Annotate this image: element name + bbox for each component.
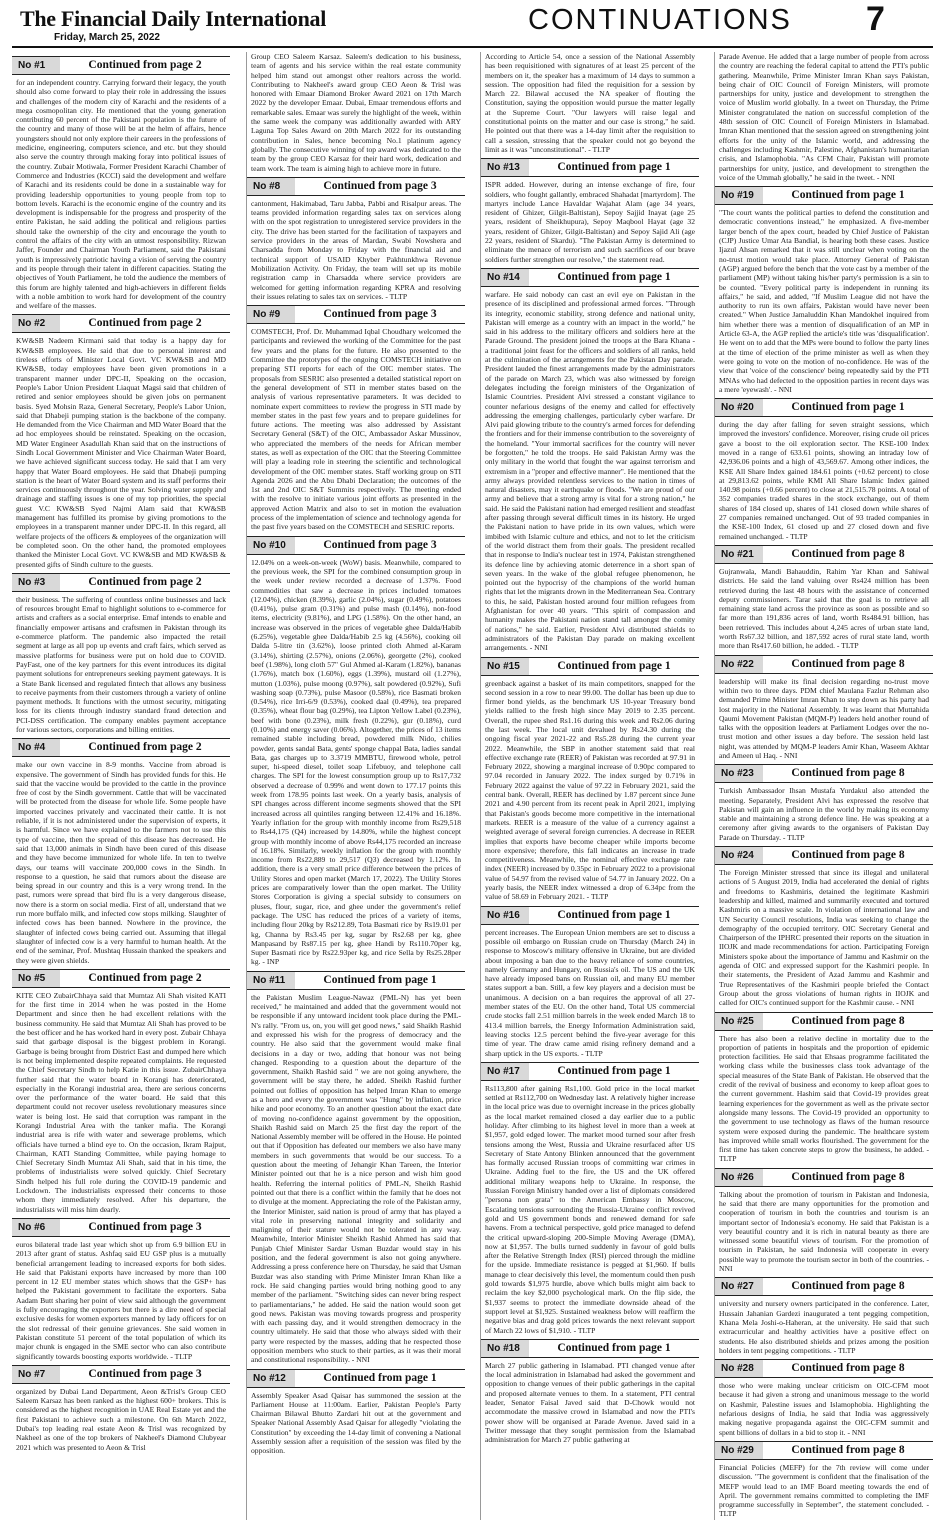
article-header: [12, 1365, 230, 1384]
continued-from-label: Continued from page 8: [791, 1014, 905, 1027]
article-body: Group CEO Saleem Karsaz. Saleem's dedication to his business, team of agents and his service within the real estate community helped him stand out amongst other realtors across the world. Contributing to Nakheel's award group CEO Aeon & Trisl was honored with Emaar Diamond Broker Award 2021 on 17th March 2022 by the developer Emaar. Dubai, Emaar tremendous efforts and remarkable sales. Emaar was surely the highlight of the week, within the same week the company was additionally awarded with ARY Laguna Top Sales Award on 20th March 2022 for its outstanding contribution in Sales, hence becoming No.1 platinum agency globally. The consecutive winning of top award was dedicated to the team by the group CEO Karsaz for their hard work, dedication and team work. The team is aiming high to achieve more in future.: [251, 52, 461, 173]
continued-from-label: Continued from page 3: [323, 179, 437, 192]
continued-from-label: Continued from page 1: [557, 270, 671, 283]
article-header: [715, 398, 933, 417]
continuation-article: [12, 738, 230, 965]
article-number: No #3: [12, 574, 60, 591]
article-number: No #25: [715, 1013, 763, 1030]
continued-from-label: Continued from page 8: [791, 767, 905, 780]
continued-from-label: Continued from page 1: [557, 1341, 671, 1354]
article-body: university and nursery owners participated in the conference. Later, Hussain Jahanian Gardezi inaugurated a tent pegging competition, Khana Mela Joshi-o-Haheran, at the university. He said that such extracurricular and healthy activities have a positive effect on students. He also distributed shields and prizes among the position holders in tent pegging competitions. - TLTP: [719, 1299, 929, 1355]
article-body: their business. The suffering of countless online businesses and lack of resources brought Emaf to highlight solutions to e-commerce for artists and crafters as a social enterprise. Emaf intends to enable and financially empower artisans and craftsmen in Pakistan through its e-commerce platform. The pandemic also impacted the retail segment at large as all pop up events and craft fairs, which served as massive platforms for business were put on hold due to COVID. PayFast, one of the key partners for this event introduces its digital payment solutions for entrepreneurs seeking payment gateways. It is a State Bank licensed and regulated fintech that allows any business to receive payments from their customers through a variety of online payment methods. It functions with the utmost security, mitigating loss for its clients through industry standard fraud detection and PCI-DSS certification. The company enables payment acceptance for various sectors, corporations and billing entities.: [16, 594, 226, 734]
continuation-article: [247, 52, 465, 173]
continuation-article: [247, 305, 465, 532]
article-body: "The court wants the political parties to defend the constitution and democratic conventions instead," he emphasized. A five-member larger bench of the apex court, headed by Chief Justice of Pakistan (CJP) Justice Umar Ata Bandial, is hearing both these cases. Justice Ijazul Ahsan remarked that it was still unclear when voting on the no-trust motion would take place. Attorney General of Pakistan (AGP) argued before the bench that the vote cast by a member of the parliament (MP) without taking his/her party's permission is a sin to be counted. "Every political party is independent in running its affairs," he said, and added, "If Muslim League did not have the authority to run its own affairs, Pakistan would have never been created." When Justice Jamaluddin Khan Mandokhel inquired from him whether there was a mention of disqualification of an MP in Article 63-A, the AGP replied the article's title was 'disqualification'. He went on to add that the MPs were bound to follow the party lines at the time of election of the prime minister as well as when they were going to vote on the motion of no-confidence. He was of the view that 'voice of the conscience' being repeatedly said by the PTI MNAs who had defected to the opposition parties in recent days was a mere 'eyewash'. - NNI: [719, 208, 929, 394]
article-body: Parade Avenue. He added that a large number of people from across the country are reaching the federal capital to attend the PTI's public gathering. Meanwhile, Prime Minister Imran Khan says Pakistan, being chair of OIC Council of Foreign Ministers, will promote partnerships for unity, justice and development to strengthen the voice of Muslim world globally. In a tweet on Thursday, the Prime Minister congratulated the nation on successful completion of the 48th session of OIC Council of Foreign Ministers in Islamabad. Imran Khan mentioned that the session agreed on strengthening joint efforts for the unity of the Islamic world, and addressing the challenges including Kashmir, Palestine, Afghanistan's humanitarian crisis, and Islamophobia. "As CFM Chair, Pakistan will promote partnerships for unity, justice, and development to strengthen the voice of the Ummah globally," he said in the tweet. - NNI: [719, 52, 929, 182]
continuation-article: [481, 52, 699, 154]
continuation-article: [481, 268, 699, 653]
continuation-article: [715, 655, 933, 761]
article-header: [481, 158, 699, 177]
article-body: organized by Dubai Land Department, Aeon &Trisl's Group CEO Saleem Karsaz has been ranked as the highest 600+ brokers. This is considered as the highest recognition in UAE Real Estate yet and the first Pakistani to achieve such a milestone. On 6th March 2022, Dubai's top leading real estate Aeon & Trisl was recognized by Nakheel as one of the top brokers of Nakheel's Diamond Clubyear 2021 which was presented to Aeon & Trisl: [16, 1386, 226, 1452]
article-header: [12, 738, 230, 757]
article-number: No #17: [481, 1063, 529, 1080]
article-number: No #26: [715, 1169, 763, 1186]
continued-from-label: Continued from page 8: [791, 1170, 905, 1183]
continuation-article: [715, 1012, 933, 1164]
article-header: [247, 536, 465, 555]
article-header: [12, 1218, 230, 1237]
article-body: greenback against a basket of its main competitors, snapped for the second session in a row to near 99.00. The dollar has been up due to firmer bond yields, as the benchmark US 10-year Treasury bond yields rallied to the fresh high since May 2019 to 2.35 percent. Overall, the rupee shed Rs1.16 during this week and Rs2.06 during the last week. The local unit devalued by Rs24.30 during the ongoing fiscal year 2021-22 and Rs5.28 during the current year 2022. Meanwhile, the SBP in another statement said that real effective exchange rate (REER) of Pakistan was recorded at 97.91 in February 2022, showing a marginal increase of 0.90pc compared to 97.04 recorded in January 2022. The index surged by 0.71% in February 2022 against the value of 97.22 in February 2021, said the central bank. Overall, REER has declined by 1.87 percent since June 2021 and 4.90 percent from its recent peak in April 2021, implying that Pakistan's goods become more competitive in the international markets. REER is a measure of the value of a currency against a weighted average of several foreign currencies. A decrease in REER implies that exports have become cheaper while imports become more expensive; therefore, this fall indicates an increase in trade competitiveness. Meanwhile, the nominal effective exchange rate index (NEER) increased by 0.35pc in February 2022 to a provisional value of 54.97 from the revised value of 54.77 in January 2022. On a yearly basis, the NEER index witnessed a drop of 6.34pc from the value of 58.69 in February 2021. - TLTP: [485, 678, 695, 902]
continuation-article: [715, 186, 933, 394]
article-header: [247, 305, 465, 324]
article-header: [481, 906, 699, 925]
column-1: [12, 52, 230, 1520]
continued-from-label: Continued from page 1: [323, 973, 437, 986]
article-number: No #18: [481, 1340, 529, 1357]
column-4: [714, 52, 933, 1520]
article-number: No #13: [481, 159, 529, 176]
article-header: [481, 657, 699, 676]
article-header: [715, 1441, 933, 1460]
continued-from-label: Continued from page 8: [791, 849, 905, 862]
continuation-article: [12, 314, 230, 568]
continued-from-label: Continued from page 2: [88, 741, 202, 754]
article-body: cantonment, Hakimabad, Taru Jabba, Pabbi and Risalpur areas. The teams provided information regarding sales tax on services along with on the spot registration to unregistered service providers in the city. The drive has been started for the facilitation of taxpayers and service providers in the areas of Mardan, Swabi Nowshera and Charsadda from Monday to Friday with the financial aid and technical support of USAID Khyber Pakhtunkhwa Revenue Mobilization Activity. On Friday, the team will set up its mobile registration camp in Charsadda where service providers are welcomed for getting information regarding KPRA and resolving their issues relating to sales tax on services. - TLTP: [251, 198, 461, 301]
article-number: No #20: [715, 399, 763, 416]
article-body: make our own vaccine in 8-9 months. Vaccine from abroad is expensive. The government of Sindh has provided funds for this. He said that the vaccine would be provided to the cattle in the province free of cost by the Sindh government. Cattle that will be vaccinated will be protected from the disease for whole life. Some people have imported vaccines privately and vaccinated their cattle. It is not reliable, if it is not administered under the supervision of experts, it is harmful. Since we have explained to the farmers not to use this type of vaccine, then the spread of this disease has decreased. He said that 13,000 animals in Sindh have been cured of this disease and they have become immunized for whole life. In ten to twelve days, our teams will vaccinate 200,000 cows in the Sindh. In response to a question, he said that rumors about the disease are being spread in our country and this is a very wrong trend. In the past, rumors were spread that bird flu is a very dangerous disease, now there is a storm on social media. First of all, understand that we run more buffalo milk, and infected cow stops milking. Slaughter of infected cows has been banned. Nowhere in the province, the slaughter of infected cows being carried out. Assuming that illegal slaughter of infected cow is a very harmful to human health. At the end of the seminar, Prof. Mushtaq Hussain thanked the speakers and they were given shields.: [16, 760, 226, 965]
article-number: No #14: [481, 269, 529, 286]
article-header: [715, 1359, 933, 1378]
continuation-article: [247, 177, 465, 301]
article-header: [715, 846, 933, 865]
article-body: warfare. He said nobody can cast an evil eye on Pakistan in the presence of its disciplined and professional armed forces. "Through its integrity, economic stability, strong defence and national unity, Pakistan will emerge as a country with an impact in the world," he said in his address to the military officers and soldiers here at the Parade Ground. The president joined the troops at the Bara Khana - a traditional joint feast for the officers and soldiers of all ranks, held at the culmination of the arrangements for the Pakistan Day parade. President lauded the finest arrangements made by the administrators of the parade on March 23, which was also witnessed by foreign delegates including the foreign ministers of the Organization of Islamic Countries. President Alvi stressed a constant vigilance to counter nefarious designs of the enemy and called for effectively addressing the emerging challenges, particularly cyber warfare. Dr Alvi paid glowing tribute to the country's armed forces for defending the frontiers and for their immense contribution to the sovereignty of the homeland. "Your immortal sacrifices for the country will never be forgotten," he told the troops. He said Pakistan Army was the only military in the world that fought the war against terrorism and extremism in a "proper and effective manner". He mentioned that the army always provided relentless services to the nation in times of natural disasters, may it earthquake or floods. "We are proud of our army and believe that a strong army is vital for a strong nation," he said. He said the Pakistani nation had emerged resilient and steadfast after passing through several difficult times in its history. He urged the Pakistani nation to have pride in its own values, which were imbibed with Islamic culture and ethics, and not to let the criticism of the world distract them from their goals. The president recalled that in response to India's nuclear test in 1974, Pakistan strengthened its defence line by achieving atomic deterrence in a short span of seven years. In the wake of the global refugee phenomenon, he pointed out the hypocrisy of the champions of the world human rights that let the migrants drown in the Mediterranean Sea. Contrary to this, he said, Pakistan hosted around four million refugees from Afghanistan for over 40 years. "This spirit of compassion and humanity makes the Pakistani nation stand tall amongst the comity of nations," he said. Earlier, President Alvi distributed shields to administrators of the Pakistan Day parade on making excellent arrangements. - NNI: [485, 289, 695, 653]
issue-date: Friday, March 25, 2022: [54, 32, 160, 43]
continuation-article: [12, 56, 230, 310]
continued-from-label: Continued from page 3: [88, 1220, 202, 1233]
article-body: The Foreign Minister stressed that since its illegal and unilateral actions of 5 August 2019, India had accelerated the denial of rights and freedoms to Kashmiris, detained the legitimate Kashmiri leadership and killed, maimed and summarily executed and tortured Kashmiris on a massive scale. In violation of international law and UN Security Council resolutions, India was seeking to change the demography of the occupied territory. OIC Secretary General and Chairperson of the IPHRC presented their reports on the situation in IIOJK and made recommendations for action. Participating Foreign Ministers spoke about the importance of Jammu and Kashmir on the agenda of OIC and expressed support for the Kashmiri people. In their statements, the President of Azad Jammu and Kashmir and True Representatives of the Kashmiri people briefed the Contact Group about the gross violations of human rights in IIOJK and called for OIC's continued support for the Kashmir cause. - NNI: [719, 868, 929, 1008]
article-number: No #12: [247, 1370, 295, 1387]
continued-from-label: Continued from page 1: [557, 908, 671, 921]
article-body: Gujranwala, Mandi Bahauddin, Rahim Yar Khan and Sahiwal districts. He said the land valuing over Rs424 million has been retrieved during the last 48 hours with the assistance of concerned deputy commissioners. Tarar said that the goal is to retrieve all remaining state land across the province as soon as possible and so far more than 191,836 acres of land, worth Rs484.91 billion, has been retrieved. This includes about 4,245 acres of urban state land, worth Rs67.32 billion, and 187,592 acres of rural state land, worth more than Rs417.60 billion, he added. - TLTP: [719, 566, 929, 651]
article-number: No #7: [12, 1366, 60, 1383]
continued-from-label: Continued from page 8: [791, 1443, 905, 1456]
article-header: [12, 56, 230, 75]
article-header: [12, 969, 230, 988]
article-body: those who were making unclear criticism on OIC-CFM moot because it had given a strong and unanimous message to the world on Kashmir, Palestine issues and Islamophobia. Highlighting the nefarious designs of India, he said that India was aggressively making negative propaganda against the OIC-CFM summit and spent billions of dollars in a bid to stop it. - NNI: [719, 1381, 929, 1437]
article-number: No #15: [481, 658, 529, 675]
article-number: No #19: [715, 187, 763, 204]
article-number: No #9: [247, 306, 295, 323]
continuation-article: [481, 1062, 699, 1335]
column-3: [480, 52, 699, 1520]
continuation-article: [481, 1339, 699, 1445]
article-header: [715, 764, 933, 783]
article-body: ISPR added. However, during an intense exchange of fire, four soldiers, who fought gallantly, embraced Shahadat [martyrdom]. The martyrs include Lance Havaldar Wajahat Alam (age 34 years, resident of Ghizer, Gilgit-Baltistan), Sepoy Sajjid Inayat (age 25 years, resident of Sheikhupura), Sepoy Maqbool Hayat (age 32 years, resident of Ghizer, Gilgit-Baltistan) and Sepoy Sajid Ali (age 22 years, resident of Skardu). "The Pakistan Army is determined to eliminate the menace of terrorism and such sacrifices of our brave soldiers further strengthen our resolve," the statement read.: [485, 180, 695, 264]
article-body: euros bilateral trade last year which shot up from 6.9 billion EU in 2013 after grant of status. Ashfaq said EU GSP plus is a mutually beneficial arrangement leading to increased exports for both sides. He said that Pakistani exports have increased by more than 100 percent in 12 EU member states which shows that the GSP+ has helped the Pakistani government to facilitate the exporters. Saba Aadam Butt sharing her point of view said although the government is fully encouraging the exporters but there is a dire need of special exclusive desks for women exporters manned by lady officers for on the slot redressal of their genuine grievances. She said women in Pakistan constitute 51 percent of the total population of which its major chunk is engaged in the SME sector who can also contribute significantly towards boosting exports worldwide. - TLTP: [16, 1239, 226, 1361]
article-body: 12.04% on a week-on-week (WoW) basis. Meanwhile, compared to the previous week, the SPI for the combined consumption group in the week under review recorded a decrease of 1.37%. Food commodities that saw a decrease in prices included tomatoes (12.04%), chicken (8.39%), garlic (2.04%), sugar (0.49%), potatoes (0.41%), pulse gram (0.31%) and pulse mash (0.14%), non-food items, electricity (9.81%), and LPG (1.58%). On the other hand, an increase was observed in the prices of vegetable ghee Dalda/Habib (6.25%), vegetable ghee Dalda/Habib 2.5 kg (4.56%), cooking oil Dalda 5-litre tin (3.62%), loose printed cloth Ahmed al-Karam (3.14%), shirting (2.57%), onions (2.06%), georgette (2%), cooked beef (1.98%), long cloth 57" Gul Ahmed al-Karam (1.82%), bananas (1.76%), match box (1.60%), eggs (1.39%), mustard oil (1.27%), mutton (1.03%), pulse moong (0.97%), salt powdered (0.92%), Sufi washing soap (0.73%), pulse Masoor (0.58%), rice Basmati broken (0.54%), rice Irri-6/9 (0.53%), cooked daal (0.49%), tea prepared (0.35%), wheat flour bag (0.29%), tea Lipton Yellow Label (0.23%), beef with bone (0.23%), milk fresh (0.22%), gur (0.18%), curd (0.10%) and energy saver (0.06%). Altogether, the prices of 13 items remained stable including bread, powdered milk Nido, chilies powder, gents sandal Bata, gents' sponge chappal Bata, ladies sandal Bata, gas charges up to 3.3719 MMBTU, firewood whole, petrol super, hi-speed diesel, toilet soap Lifebuoy, and telephone call charges. The SPI for the lowest consumption group up to Rs17,732 observed a decrease of 0.99% and went down to 177.17 points this week from 178.95 points last week. On a yearly basis, analysis of SPI changes across different income segments showed that the SPI increased across all quintiles ranging between 12.41% and 16.18%. Yearly inflation for the group with monthly income from Rs29,518 to Rs44,175 (Q4) increased by 14.80%, while the highest concept group with monthly income of above Rs44,175 recorded an increase of 16.18%. Similarly, weekly inflation for the group with monthly income from Rs22,889 to 29,517 (Q3) decreased by 1.12%. In addition, there is a very small price difference between the prices of Utility Stores and open market (March 17, 2022). The Utility Stores prices are comparatively lower than the open market. The Utility Stores Corporation is giving a special subsidy to consumers on pluses, flour, sugar, rice, and ghee under the government's relief package. The USC has reduced the prices of a variety of items, including flour 20kg by Rs212.89, Tota Basmati rice by Rs19.01 per kg, Channa by Rs3.45 per kg, sugar by Rs2.68 per kg, ghee Manpasand by Rs87.15 per kg, ghee Handi by Rs110.70per kg, Super Basmati rice by Rs22.93per kg, and rice Sella by Rs25.28per kg. - INP: [251, 557, 461, 967]
continuation-article: [12, 573, 230, 734]
continued-from-label: Continued from page 1: [323, 1371, 437, 1384]
continued-from-label: Continued from page 8: [791, 547, 905, 560]
article-number: No #28: [715, 1360, 763, 1377]
article-number: No #8: [247, 178, 295, 195]
article-body: Financial Policies (MEFP) for the 7th review will come under discussion. "The government is confident that the finalisation of the MEFP would lead to an IMF Board meeting towards the end of April. The government remains committed to completing the IMF programme successfully in September", the statement concluded. - TLTP: [719, 1462, 929, 1519]
article-number: No #11: [247, 972, 295, 989]
continuation-article: [247, 971, 465, 1365]
article-number: No #21: [715, 546, 763, 563]
continued-from-label: Continued from page 2: [88, 59, 202, 71]
article-body: Assembly Speaker Asad Qaisar has summoned the session at the Parliament House at 11:00am. Earlier, Pakistan People's Party Chairman Bilawal Bhutto Zardari hit out at the government and Speaker National Assembly Asad Qaisar for allegedly "violating the Constitution" by exceeding the 14-day limit of convening a National Assembly session after a requisition of the session was filed by the opposition.: [251, 1390, 461, 1456]
continued-from-label: Continued from page 3: [323, 308, 437, 321]
article-body: percent increases. The European Union members are set to discuss a possible oil embargo on Russian crude on Thursday (March 24) in response to Moscow's military offensive in Ukraine, but are divided about imposing a ban due to the heavy reliance of some countries, namely Germany and Hungary, on Russia's oil. The US and the UK have already imposed bans on Russian oil, and many EU member states support a ban. Still, a few key players and a decision must be unanimous. A decision on a ban requires the approval of all 27-member states of the EU. On the other hand, Total US commercial crude stocks fall 2.51 million barrels in the week ended March 18 to 413.4 million barrels, the Energy Information Administration said, leaving stocks 12.5 percent behind the five-year average for this time of year. The draw came amid rising refinery demand and a sharp uptick in the US exports. - TLTP: [485, 927, 695, 1058]
newspaper-name: The Financial Daily International: [20, 6, 327, 31]
column-2: [246, 52, 465, 1520]
article-number: No #1: [12, 57, 60, 74]
masthead-rule: [12, 46, 933, 48]
continued-from-label: Continued from page 1: [791, 189, 905, 202]
article-header: [247, 177, 465, 196]
article-header: [715, 545, 933, 564]
article-body: March 27 public gathering in Islamabad. PTI changed venue after the local administration in Islamabad had asked the government and opposition to change venues of their public gatherings in the capital and proposed alternate venues to them. In a statement, PTI central leader, Senator Faisal Javed said that D-Chowk would not accommodate the massive crowd in Islamabad and now the PTI's power show will be organised at Parade Avenue. Javed said in a Twitter message that they sought permission from the Islamabad administration for March 27 public gathering at: [485, 1360, 695, 1445]
continuation-article: [715, 1359, 933, 1437]
continued-from-label: Continued from page 1: [557, 1064, 671, 1077]
continued-from-label: Continued from page 8: [791, 1280, 905, 1293]
continuation-article: [715, 545, 933, 651]
article-number: No #23: [715, 765, 763, 782]
article-body: There has also been a relative decline in mortality due to the proportion of patients in hospitals and the proportion of epidemic protection facilities. He said that Ehsaas programme facilitated the working class while the businesses class took advantage of the special measures of the State Bank of Pakistan. He observed that the credit of the revival of business and economy to keep afloat goes to the current government. Hashim said that Covid-19 provides great learning experiences for the government as well as the private sector alongside many lessons. The Covid-19 provided an opportunity to the government to use technology as flaws of the human resource system were exposed during the pandemic. The healthcare system has improved while small works flourished. The government for the first time has taken concrete steps to grow the business, he added. - TLTP: [719, 1033, 929, 1164]
continued-from-label: Continued from page 1: [557, 659, 671, 672]
article-header: [12, 573, 230, 592]
article-number: No #10: [247, 537, 295, 554]
continued-from-label: Continued from page 1: [791, 401, 905, 414]
continued-from-label: Continued from page 2: [88, 317, 202, 330]
article-header: [715, 186, 933, 205]
continuation-article: [715, 764, 933, 842]
article-header: [481, 1339, 699, 1358]
continuation-article: [247, 1369, 465, 1456]
masthead: [0, 0, 945, 48]
article-body: KW&SB Nadeem Kirmani said that today is a happy day for KW&SB employees. He said that due to personal interest and tireless efforts of Minister Local Govt. VC KW&SB and MD KW&SB, today employees have been given promotions in a transparent manner under DPC-II, Speaking on the occasion, People's Labor Union President Liaquat Magsi said that children of retired and senior employees should be given jobs on permanent basis. Syed Mohsin Raza, General Secretary, People's Labor Union, said that Dhabeji pumping station is the backbone of the company. He demanded from the Vice Chairman and MD Water Board that the ad hoc employees should be reinstated. Speaking on the occasion, MD Water Engineer Asadullah Khan said that on the instructions of Sindh Local Government Minister and Vice Chairman Water Board, we have achieved significant success today. He said that I am very happy that Water Board employees. He said that Dhabeji pumping station is the heart of Water Board system and its staff performs their services continuously throughout the year. Solving water supply and drainage and staffing issues is one of my top priorities, the special guest V.C KW&SB Syed Najmi Alam said that KW&SB management has fulfilled its promise by giving promotions to the employees in a transparent manner under DPC-II. In this regard, all welfare projects of the officers & employees of the organization will be completed soon. On the other hand, the promoted employees thanked the Minister Local Govt. VC KW&SB and MD KW&SB & presented gifts of Sindh culture to the guests.: [16, 336, 226, 569]
article-number: No #24: [715, 847, 763, 864]
article-number: No #29: [715, 1442, 763, 1459]
continuation-article: [715, 846, 933, 1007]
article-header: [715, 655, 933, 674]
continuation-article: [481, 158, 699, 264]
article-body: Rs113,800 after gaining Rs1,100. Gold price in the local market settled at Rs112,700 on Wednesday last. A relatively higher increase in the local price was due to overnight increase in the prices globally as the local market remained closed a day earlier due to a public holiday. After climbing to its highest level in more than a week at $1,957, gold edged lower. The market mood turned sour after fresh tensions among the West, Russia and Ukraine resurfaced after US Secretary of State Antony Blinken announced that the government has formally accused Russian troops of committing war crimes in Ukraine. Adding fuel to the fire, the US and the UK offered additional military weapons help to Ukraine. In response, the Russian Foreign Ministry handed over a list of diplomats considered "persona non grata" to the American Embassy in Moscow, Escalating tensions surrounding the Russia-Ukraine conflict revived gold and US government bonds and renewed demand for safe havens. From a technical perspective, gold price managed to defend the critical upward-sloping 200-Simple Moving Average (DMA), now at $1,957. The bulls turned suddenly in favour of gold bulls after the Relative Strength Index (RSI) pierced through the midline for the upside. Immediate resistance is pegged at $1,960. If bulls manage to clear decisively this level, the momentum could then push gold towards $1,975 hurdle, above which bulls might aim back to reclaim the key $2,000 psychological mark. On the flip side, the $1,937 seems to protect the immediate downside ahead of the support level at $1,925. Sustained weakness below will reaffirm the negative bias and drag gold prices towards the next relevant support of March 22 lows of $1,910. - TLTP: [485, 1083, 695, 1335]
continuation-article: [715, 1168, 933, 1274]
continued-from-label: Continued from page 1: [557, 161, 671, 174]
article-body: leadership will make its final decision regarding no-trust move within two to three days. PDM chief Maulana Fazlur Rehman also demanded Prime Minister Imran Khan to step down as his party had lost majority in the National Assembly. It was learnt that Muttahida Qaumi Movement Pakistan (MQM-P) leaders held another round of talks with the opposition leaders at Parliament Lodges over the no-trust motion and other issues a day before. The session held last night, was attended by MQM-P leaders Amir Khan, Waseem Akhtar and Ameen ul Haq. - NNI: [719, 676, 929, 760]
continuation-article: [715, 52, 933, 182]
article-number: No #16: [481, 907, 529, 924]
continued-from-label: Continued from page 3: [88, 1367, 202, 1380]
continued-from-label: Continued from page 8: [791, 1362, 905, 1375]
article-number: No #4: [12, 739, 60, 756]
article-body: COMSTECH, Prof. Dr. Muhammad Iqbal Choudhary welcomed the participants and reviewed the working of the Committee for the past few years and the plans for the future. He also presented to the Committee the prototypes of the ongoing COMSTECH initiative on preparing STI reports for each of the OIC member states. The proposals from SESRIC also presented a detailed statistical report on the general development of STI in member states based on the analysis of various representative parameters. It was decided to nominate expert committees to review the progress in STI made by member states in the past few years and to prepare guidelines for future actions. The meeting was also addressed by Assistant Secretary General (S&T) of the OIC, Ambassador Askar Mussinov, who appreciated the members of the needs for African member states, as well as expectation of the OIC that the Steering Committee will play a leading role in steering the scientific and technological development of the OIC member states. Staff working group on STI Agenda 2026 and the Abu Dhabi Declaration; the outcomes of the 1st and 2nd OIC S&T Summits respectively. The meeting ended with the resolve to initiate various joint efforts as presented in the approved Action Matrix and also to set in motion the evaluation process of the implementation of science and technology agenda for the past five years based on the COMSTECH and SESRIC reports.: [251, 327, 461, 532]
article-number: No #5: [12, 970, 60, 987]
continued-from-label: Continued from page 3: [323, 538, 437, 551]
continuation-article: [481, 906, 699, 1058]
article-header: [12, 314, 230, 333]
article-body: during the day after falling for seven straight sessions, which improved the investors' confidence. Moreover, rising crude oil prices gave a boost to the oil exploration sector. The KSE-100 Index moved in a range of 633.61 points, showing an intraday low of 42,936.06 points and a high of 43,569.67. Among other indices, the KSE All Share Index gained 184.61 points (+0.62 percent) to close at 29,813.62 points, while KMI All Share Islamic Index gained 140.98 points (+0.66 percent) to close at 21,515.78 points. A total of 352 companies traded shares in the stock exchange, out of them shares of 184 closed up, shares of 141 closed down while shares of 27 companies remained unchanged. Out of 93 traded companies in the KSE-100 Index, 61 closed up and 27 closed down and five remained unchanged. - TLTP: [719, 420, 929, 541]
article-body: KITE CEO ZubairChhaya said that Mumtaz Ali Shah visited KATI for the first time in 2014 when he was posted in the Home Department and since then he had excellent relations with the business community. He said that Mumtaz Ali Shah has proved to be the best officer and he has worked hard in every post. Zubair Chhaya said that garbage disposal is the biggest problem in Korangi. Garbage is being brought from District East and dumped here which is not being implemented despite repeated complaints. He requested the Chief Secretary Sindh to help Katie in this issue. ZubairChhaya further said that the water board in Korangi has deteriorated, especially in the Korangi industrial area, there are serious concerns over the performance of the water board. He said that this department could not recover useless revolutionary measures since water is being lost. He said that corruption was rampant in the Korangi Industrial Area with the tanker mafia. The Korangi industrial area is rife with water and sewerage problems, which officials have turned a blind eye to. On the occasion, Ikram Rajput, Chairman, KATI Standing Committee, while paying homage to Chief Secretary Sindh Mumtaz Ali Shah, said that in his time, the problems of industrialists were solved quickly. Chief Secretary Sindh helped his full role during the COVID-19 pandemic and Lockdown. The industrialists expressed their concerns to those whom they immediately resolved. After his departure, the industrialists will miss him dearly.: [16, 990, 226, 1214]
section-title: CONTINUATIONS: [528, 4, 792, 36]
article-header: [481, 268, 699, 287]
continued-from-label: Continued from page 8: [791, 657, 905, 670]
continuation-article: [12, 1218, 230, 1361]
article-header: [247, 1369, 465, 1388]
article-number: No #22: [715, 656, 763, 673]
continued-from-label: Continued from page 2: [88, 971, 202, 984]
article-body: Talking about the promotion of tourism in Pakistan and Indonesia, he said that there are many opportunities for the promotion and cooperation of tourism in both the countries and tourism is an important sector of Indonesia's economy. He said that Pakistan is a very beautiful country and it is rich in natural beauty as there are witnessed some beautiful views of tourism. For the promotion of tourism in Pakistan, he said Indonesia will cooperate in every possible way to promote the tourism sector in both of the countries. - NNI: [719, 1189, 929, 1274]
continuation-article: [715, 1277, 933, 1355]
article-header: [247, 971, 465, 990]
article-header: [481, 1062, 699, 1081]
article-body: Turkish Ambassador Ihsan Mustafa Yurdakul also attended the meeting. Separately, President Alvi has expressed the resolve that Pakistan will gain an influence in the world by making its economy stable and maintaining a strong defence line. He was speaking at a ceremony after giving awards to the organisers of Pakistan Day Parade on Thursday. - TLTP: [719, 786, 929, 842]
continuation-article: [715, 398, 933, 541]
article-header: [715, 1168, 933, 1187]
continuation-article: [247, 536, 465, 967]
article-body: for an independent country. Carrying forward their legacy, the youth should also come forward to play their role in addressing the issues and challenges of the modern city of Karachi and the residents of a mega cosmopolitan city. He mentioned that the young generation contributing 60 percent of the Pakistani population is the future of the country and many of those will be at the helm of affairs, hence youngsters should not only explore their careers in the professions of medicine, engineering, computers science, and etc. but they should also serve the country through making foray into political issues of the country. Zubair Motiwala, Former President Karachi Chamber of Commerce and Industries (KCCI) said the development and welfare of Karachi and its residents could be done in a sustainable way for providing leadership opportunities to young people from top to bottom levels. Karachi is the economic engine of the country and its development is indispensable for the progress and prosperity of the entire Pakistan, he said adding the political and religious parties should take the ownership of the city and encourage the youth to control the affairs of the city with an utmost responsibility. Rizwan Jaffer, Founder and Chairman Youth Parliament, said the Pakistani youth is impressively patriotic having a vision of serving the country and its people through their talent in different capacities. Stating the objectives of Youth Parliament, he told the audience the members of this forum are highly talented and high-achievers in different fields with a noble ambition to work hard for development of the country and welfare of the masses.: [16, 78, 226, 311]
continuation-article: [481, 657, 699, 902]
continuation-article: [715, 1441, 933, 1519]
article-body: the Pakistan Muslim League-Nawaz (PML-N) has yet been received," he maintained and added that the government would not be responsible if any untoward incident took place during the PML-N's rally. "From us, on, you will get good news," said Shaikh Rashid and expressed his wish for the progress of democracy and the country. He also said that the government would make final decisions in a day or two, adding that honour was not being changed. Responding to a question about the departure of the government, Shaikh Rashid said " we are not going anywhere, the government will be stay there, he added. Sheikh Rashid further pointed out follies of opposition has helped Imran Khan to emerge as a hero and every the government was "Hung" by inflation, price hike and poor economy. To an another question about the exact date of moving no-confidence against government by the opposition, Shaikh Rashid said on March 25 the first day the report of the National Assembly member will be offered in the House. He pointed out that if Opposition has defeated our members we also have many members in such governments that would be our success. To a question about the meeting of Jehangir Khan Tareen, the Interior Minister pointed out that he is a nice person and wish him good health. Referring the internal politics of PML-N, Sheikh Rashid pointed out that there is a conflict within the family that he does not to divulge at the moment. Appreciating the role of the Pakistan army, the Interior Minister, said nation is proud of army that has played a vital role in preserving national integrity and solidarity and maligning of their stature would not be tolerated in any way. Meanwhile, Interior Minister Sheikh Rashid Ahmed has said that Punjab Chief Minister Sardar Usman Buzdar would stay in his position, and the federal government is also not going anywhere. Addressing a press conference here on Thursday, he said that Usman Buzdar was also standing with Prime Minister Imran Khan like a rock. He said changing parties would bring nothing good to any member of the parliament. "Switching sides can never bring respect to parliamentarians," he added. He said the nation would soon get good news. Pakistan was moving towards progress and prosperity with each passing day, and it would strengthen democracy in the country ultimately. He said that those who always sided with their party were respected by the masses, adding that he respected those opposition members who stuck to their parties, as it was their moral and constitutional responsibility. - NNI: [251, 992, 461, 1365]
article-body: According to Article 54, once a session of the National Assembly has been requisitioned with signatures of at least 25 percent of the members on it, the speaker has a maximum of 14 days to summon a session. The opposition had filed the requisition for a session by March 22. Bilawal accused the NA speaker of flouting the Constitution, saying the opposition would pursue the matter legally at the Supreme Court. "Our lawyers will raise legal and constitutional points on the matter and our case is strong," he said. He pointed out that there was a 14-day limit after the requisition to call a session, stressing that the speaker could not go beyond the limit as it was "unconstitutional". - TLTP: [485, 52, 695, 154]
article-number: No #6: [12, 1219, 60, 1236]
article-columns: [12, 52, 933, 1520]
article-number: No #27: [715, 1278, 763, 1295]
continuation-article: [12, 969, 230, 1214]
continued-from-label: Continued from page 2: [88, 575, 202, 588]
article-header: [715, 1277, 933, 1296]
page-number: 7: [866, 0, 885, 38]
article-header: [715, 1012, 933, 1031]
article-number: No #2: [12, 315, 60, 332]
continuation-article: [12, 1365, 230, 1452]
